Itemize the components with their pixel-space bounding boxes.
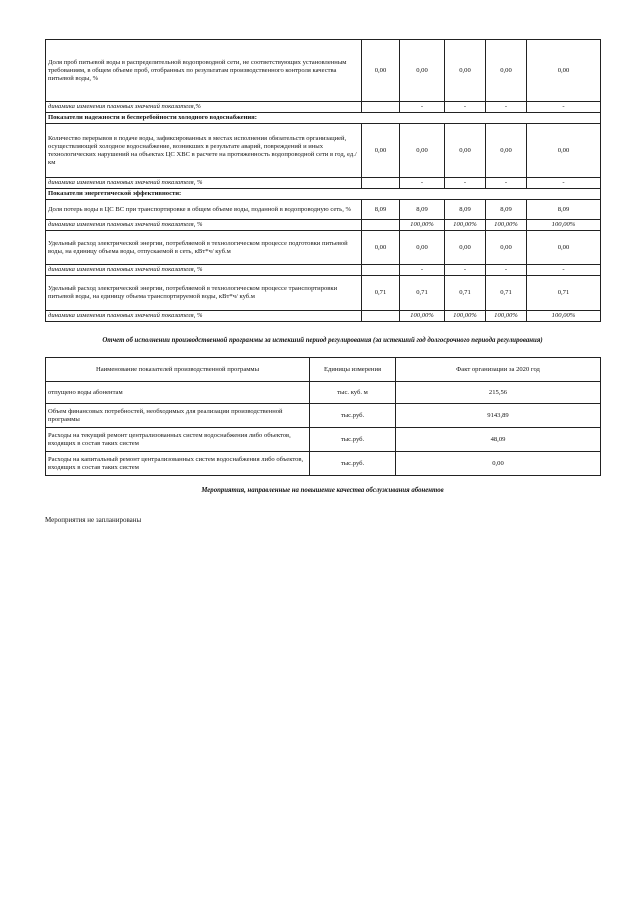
section-heading: Показатели надежности и бесперебойности холодного водоснабжения: xyxy=(46,113,601,124)
value-cell: - xyxy=(486,178,527,189)
value-cell xyxy=(362,265,400,276)
indicator-label: Удельный расход электрической энергии, потребляемой в технологическом процессе подготовки питьевой воды, на единицу объема воды, отпускаемой в сеть, кВт*ч/ куб.м xyxy=(46,231,362,265)
value-cell: 8,09 xyxy=(445,200,486,220)
value-cell: 0,71 xyxy=(445,276,486,311)
fact-cell: 215,56 xyxy=(396,382,601,404)
dynamics-label: динамика изменения плановых значений показателя, % xyxy=(46,265,362,276)
table-row xyxy=(46,189,601,200)
value-cell: - xyxy=(445,178,486,189)
table-row xyxy=(46,428,601,452)
dynamics-label: динамика изменения плановых значений показателя, % xyxy=(46,220,362,231)
section-heading: Показатели энергетической эффективности: xyxy=(46,189,601,200)
table-row xyxy=(46,220,601,231)
value-cell xyxy=(362,178,400,189)
value-cell: 0,00 xyxy=(362,124,400,178)
value-cell xyxy=(362,102,400,113)
value-cell: 100,00% xyxy=(445,311,486,322)
events-title: Мероприятия, направленные на повышение качества обслуживания абонентов xyxy=(201,487,444,494)
value-cell: 0,71 xyxy=(486,276,527,311)
value-cell: 0,71 xyxy=(362,276,400,311)
value-cell: 0,00 xyxy=(486,231,527,265)
events-note: Мероприятия не запланированы xyxy=(45,516,142,524)
value-cell: 0,00 xyxy=(527,124,601,178)
unit-cell: тыс.руб. xyxy=(310,452,396,476)
value-cell: 100,00% xyxy=(400,220,445,231)
table-row xyxy=(46,178,601,189)
table-row xyxy=(46,231,601,265)
value-cell: 0,00 xyxy=(400,40,445,102)
table-row xyxy=(46,311,601,322)
row-name-cell: Расходы на текущий ремонт централизованных систем водоснабжения либо объектов, входящих в состав таких систем xyxy=(46,428,310,452)
value-cell: - xyxy=(486,265,527,276)
value-cell: - xyxy=(400,178,445,189)
value-cell: 0,00 xyxy=(400,124,445,178)
header-cell: Наименование показателей производственной программы xyxy=(46,358,310,382)
value-cell: - xyxy=(445,102,486,113)
unit-cell: тыс.руб. xyxy=(310,428,396,452)
value-cell: 0,71 xyxy=(400,276,445,311)
table-row xyxy=(46,102,601,113)
table-row xyxy=(46,124,601,178)
value-cell: 0,00 xyxy=(486,124,527,178)
value-cell: - xyxy=(400,102,445,113)
table-row xyxy=(46,200,601,220)
table-row xyxy=(46,276,601,311)
value-cell: 100,00% xyxy=(486,311,527,322)
value-cell xyxy=(362,311,400,322)
value-cell: - xyxy=(527,178,601,189)
value-cell: 0,00 xyxy=(486,40,527,102)
table-row xyxy=(46,113,601,124)
value-cell: - xyxy=(445,265,486,276)
row-name-cell: Расходы на капитальный ремонт централизованных систем водоснабжения либо объектов, входящих в состав таких систем xyxy=(46,452,310,476)
table-row xyxy=(46,404,601,428)
indicator-label: Количество перерывов в подаче воды, зафиксированных в местах исполнения обязательств организацией, осуществляющей холодное водоснабжение, возникших в результате аварий, повреждений и иных технологических нарушений на объектах ЦС ХВС в расчете на протяженность водопроводной сети в год, ед./км xyxy=(46,124,362,178)
value-cell: 0,71 xyxy=(527,276,601,311)
fact-cell: 48,09 xyxy=(396,428,601,452)
fact-cell: 9143,89 xyxy=(396,404,601,428)
value-cell: 0,00 xyxy=(445,124,486,178)
value-cell: 0,00 xyxy=(400,231,445,265)
report-header-row xyxy=(46,358,601,382)
table-row xyxy=(46,452,601,476)
value-cell: 0,00 xyxy=(362,231,400,265)
indicator-label: Удельный расход электрической энергии, потребляемой в технологическом процессе транспортировки питьевой воды, на единицу объема транспортируемой воды, кВт*ч/ куб.м xyxy=(46,276,362,311)
value-cell: 0,00 xyxy=(362,40,400,102)
value-cell: 100,00% xyxy=(527,311,601,322)
fact-cell: 0,00 xyxy=(396,452,601,476)
indicator-label: Доля потерь воды в ЦС ВС при транспортировке в общем объеме воды, поданной в водопроводную сеть, % xyxy=(46,200,362,220)
value-cell: 100,00% xyxy=(400,311,445,322)
report-table xyxy=(45,357,601,476)
value-cell: 0,00 xyxy=(445,231,486,265)
value-cell: 0,00 xyxy=(445,40,486,102)
value-cell: 0,00 xyxy=(527,231,601,265)
value-cell: 100,00% xyxy=(445,220,486,231)
dynamics-label: динамика изменения плановых значений показателя,% xyxy=(46,102,362,113)
value-cell: - xyxy=(400,265,445,276)
indicators-table xyxy=(45,39,601,322)
value-cell xyxy=(362,220,400,231)
value-cell: - xyxy=(527,265,601,276)
value-cell: 8,09 xyxy=(486,200,527,220)
unit-cell: тыс. куб. м xyxy=(310,382,396,404)
table-row xyxy=(46,382,601,404)
row-name-cell: Объем финансовых потребностей, необходимых для реализации производственной программы xyxy=(46,404,310,428)
table-row xyxy=(46,40,601,102)
unit-cell: тыс.руб. xyxy=(310,404,396,428)
table-row xyxy=(46,265,601,276)
indicator-label: Доля проб питьевой воды в распределительной водопроводной сети, не соответствующих установленным требованиям, в общем объеме проб, отобранных по результатам производственного контроля качества питьевой воды, % xyxy=(46,40,362,102)
value-cell: - xyxy=(486,102,527,113)
row-name-cell: отпущено воды абонентам xyxy=(46,382,310,404)
report-title: Отчет об исполнении производственной программы за истекший период регулирования (за истекший год долгосрочного периода регулирования) xyxy=(102,337,543,344)
value-cell: 100,00% xyxy=(527,220,601,231)
value-cell: 8,09 xyxy=(527,200,601,220)
value-cell: 8,09 xyxy=(400,200,445,220)
dynamics-label: динамика изменения плановых значений показателя, % xyxy=(46,178,362,189)
value-cell: 8,09 xyxy=(362,200,400,220)
value-cell: 100,00% xyxy=(486,220,527,231)
value-cell: - xyxy=(527,102,601,113)
header-cell: Факт организации за 2020 год xyxy=(396,358,601,382)
value-cell: 0,00 xyxy=(527,40,601,102)
dynamics-label: динамика изменения плановых значений показателя, % xyxy=(46,311,362,322)
header-cell: Единицы измерения xyxy=(310,358,396,382)
